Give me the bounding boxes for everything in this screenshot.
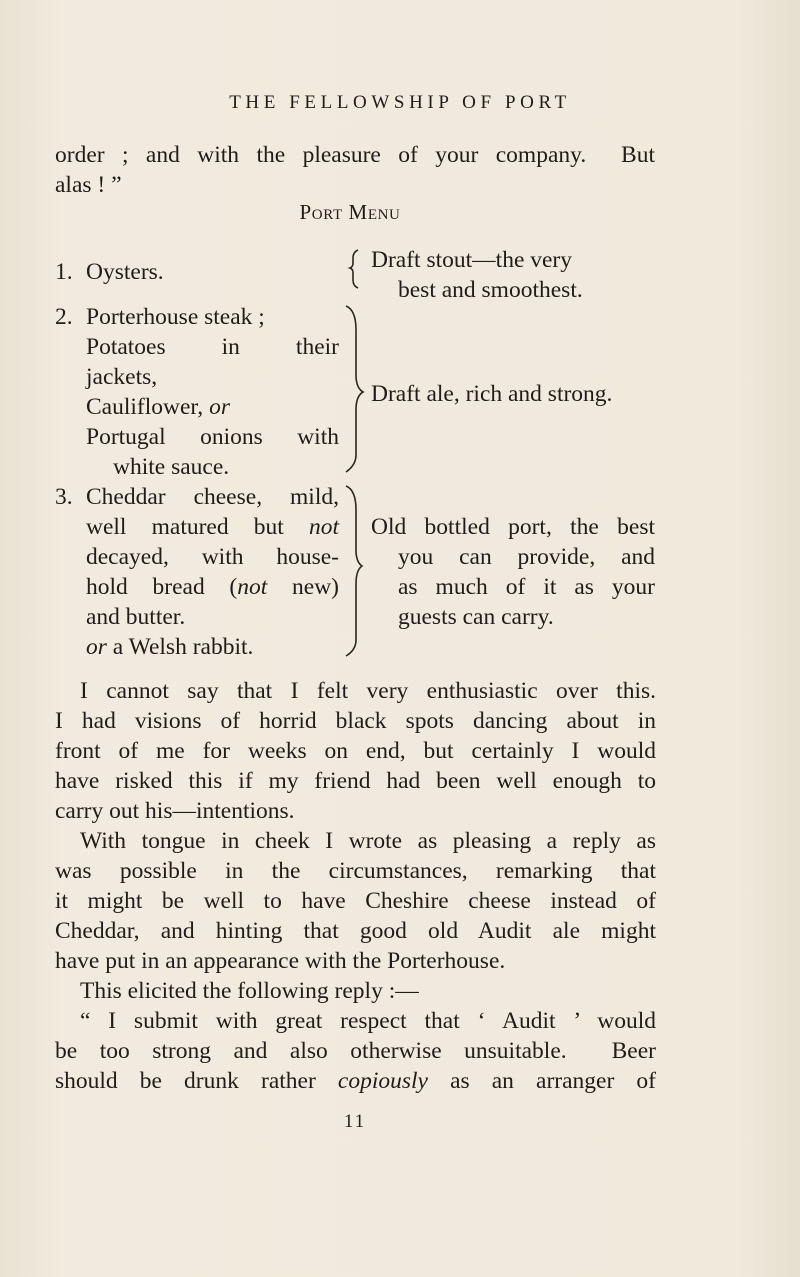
course-number: 3. (55, 484, 73, 510)
body-line: I had visions of horrid black spots dancing about in (55, 708, 656, 734)
dish-line: decayed, with house- (86, 544, 339, 570)
body-line: carry out his—intentions. (55, 798, 295, 824)
dish-line: Oysters. (86, 259, 164, 285)
drink-line: Old bottled port, the best (371, 514, 655, 540)
drink-line: Draft stout—the very (371, 247, 573, 273)
body-line: “ I submit with great respect that ‘ Audit ’ would (80, 1008, 656, 1034)
drink-line: guests can carry. (398, 604, 554, 630)
dish-line: well matured but not (86, 514, 339, 540)
brace-course-1 (350, 250, 358, 288)
drink-line: as much of it as your (398, 574, 655, 600)
page-number: 11 (343, 1111, 367, 1132)
intro-line: alas ! ” (55, 172, 122, 198)
body-line: front of me for weeks on end, but certainly I would (55, 738, 656, 764)
dish-line: jackets, (86, 364, 158, 390)
drink-line: Draft ale, rich and strong. (371, 381, 613, 407)
body-line: Cheddar, and hinting that good old Audit ale might (55, 918, 656, 944)
course-number: 1. (55, 259, 73, 285)
dish-line: and butter. (86, 604, 186, 630)
body-line: I cannot say that I felt very enthusiastic over this. (80, 678, 656, 704)
dish-line: Portugal onions with (86, 424, 339, 450)
body-line: have risked this if my friend had been well enough to (55, 768, 656, 794)
drink-line: best and smoothest. (398, 277, 583, 303)
body-line: be too strong and also otherwise unsuitable. Beer (55, 1038, 656, 1064)
brace-course-2 (346, 306, 363, 472)
dish-line: Porterhouse steak ; (86, 304, 265, 330)
body-line: With tongue in cheek I wrote as pleasing a reply as (80, 828, 656, 854)
dish-line: Cauliflower, or (86, 394, 230, 420)
body-line: it might be well to have Cheshire cheese instead of (55, 888, 656, 914)
body-line: This elicited the following reply :— (80, 978, 419, 1004)
menu-title: Port Menu (299, 200, 401, 224)
intro-line: order ; and with the pleasure of your company. But (55, 142, 655, 168)
drink-line: you can provide, and (398, 544, 655, 570)
course-number: 2. (55, 304, 73, 330)
body-line: have put in an appearance with the Porterhouse. (55, 948, 506, 974)
dish-line: hold bread (not new) (86, 574, 339, 600)
dish-line: Potatoes in their (86, 334, 339, 360)
body-line: should be drunk rather copiously as an arranger of (55, 1068, 656, 1094)
dish-line: white sauce. (113, 454, 230, 480)
brace-course-3 (346, 486, 362, 656)
running-head: THE FELLOWSHIP OF PORT (229, 92, 571, 113)
body-line: was possible in the circumstances, remarking that (55, 858, 656, 884)
dish-line: Cheddar cheese, mild, (86, 484, 339, 510)
dish-line: or a Welsh rabbit. (86, 634, 254, 660)
